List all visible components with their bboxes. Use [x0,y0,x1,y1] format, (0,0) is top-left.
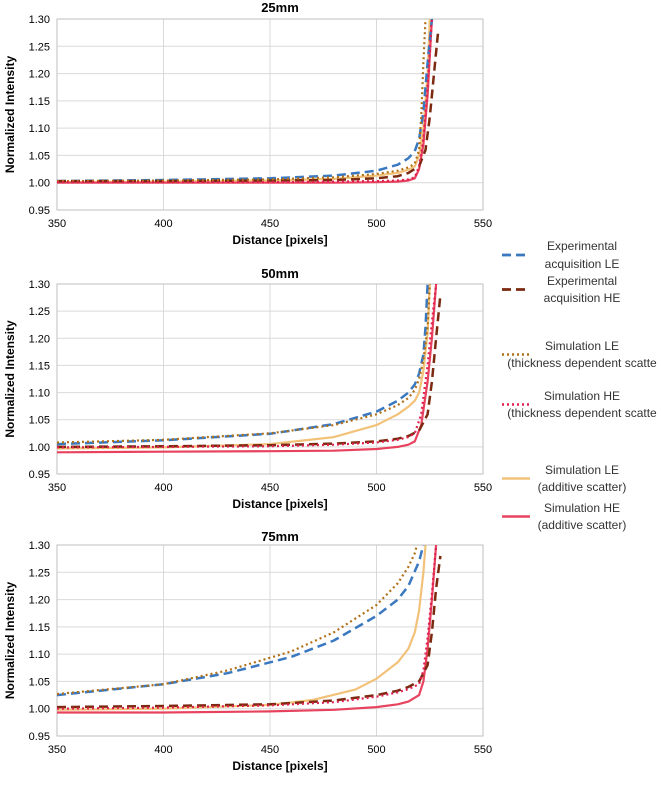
legend-label: Simulation HE [543,501,621,515]
y-tick-label: 1.25 [28,306,50,319]
x-tick-label: 400 [154,744,173,756]
y-tick-label: 1.15 [28,621,50,634]
x-tick-label: 550 [473,482,493,494]
y-tick-label: 1.10 [28,649,50,662]
y-tick-label: 1.10 [28,387,50,400]
x-axis-label: Distance [pixels] [232,759,328,773]
series-line-sim_le_thick [57,19,426,181]
series-line-exp_le [57,545,423,695]
x-tick-label: 350 [47,482,67,494]
y-tick-label: 1.00 [28,703,50,716]
legend-label: acquisition LE [544,257,620,271]
x-tick-label: 500 [367,218,386,230]
series-line-sim_le_thick [57,545,417,694]
chart-title: 25mm [261,0,299,15]
y-tick-label: 1.00 [28,177,50,190]
y-tick-label: 1.05 [28,676,50,689]
y-tick-label: 0.95 [28,469,50,481]
series-line-sim_he_add [57,545,436,713]
y-axis-label: Normalized Intensity [3,581,17,700]
x-tick-label: 350 [47,218,67,230]
legend-label: Simulation HE [543,389,621,403]
x-tick-label: 500 [367,744,386,756]
y-tick-label: 1.25 [28,567,50,580]
x-axis-label: Distance [pixels] [232,233,328,247]
x-tick-label: 400 [154,482,173,494]
y-axis-label: Normalized Intensity [3,320,17,438]
y-tick-label: 1.25 [28,41,50,54]
chart-panel-75mm [3,529,492,773]
legend-label: acquisition HE [543,291,621,305]
legend-label: (additive scatter) [537,480,627,494]
legend-label: (thickness dependent scatte [507,356,657,370]
series-line-exp_he [57,30,438,181]
x-tick-label: 350 [47,744,67,756]
y-tick-label: 1.30 [28,14,50,26]
series-line-sim_he_add [57,284,436,452]
y-axis-label: Normalized Intensity [3,55,17,174]
chart-title: 50mm [261,266,299,281]
chart-title: 75mm [261,529,299,544]
y-tick-label: 0.95 [28,205,50,217]
x-tick-label: 550 [473,218,493,230]
y-tick-label: 1.00 [28,441,50,454]
legend [502,239,657,532]
series-line-sim_le_thick [57,284,430,443]
x-tick-label: 400 [154,218,173,230]
y-tick-label: 1.05 [28,414,50,427]
series-line-exp_le [57,19,432,181]
y-tick-label: 1.20 [28,68,50,81]
x-tick-label: 500 [367,482,386,494]
y-tick-label: 1.15 [28,95,50,108]
y-tick-label: 0.95 [28,731,50,743]
chart-panel-50mm [3,266,492,511]
x-tick-label: 550 [473,744,493,756]
legend-label: (additive scatter) [537,518,627,532]
legend-label: Simulation LE [544,463,620,477]
series-line-sim_le_add [57,284,430,449]
legend-label: Simulation LE [544,339,620,353]
y-tick-label: 1.20 [28,594,50,607]
y-tick-label: 1.10 [28,123,50,136]
y-tick-label: 1.15 [28,360,50,373]
legend-label: (thickness dependent scatte [507,406,657,420]
x-tick-label: 450 [260,744,280,756]
y-tick-label: 1.05 [28,150,50,163]
legend-label: Experimental [546,274,618,288]
chart-panel-25mm [3,0,492,247]
series-line-sim_le_add [57,545,426,710]
series-line-exp_he [57,556,440,707]
x-axis-label: Distance [pixels] [232,497,328,511]
x-tick-label: 450 [260,482,280,494]
y-tick-label: 1.30 [28,279,50,291]
y-tick-label: 1.30 [28,540,50,552]
x-tick-label: 450 [260,218,280,230]
series-line-exp_he [57,295,440,447]
y-tick-label: 1.20 [28,333,50,346]
legend-label: Experimental [546,239,618,253]
